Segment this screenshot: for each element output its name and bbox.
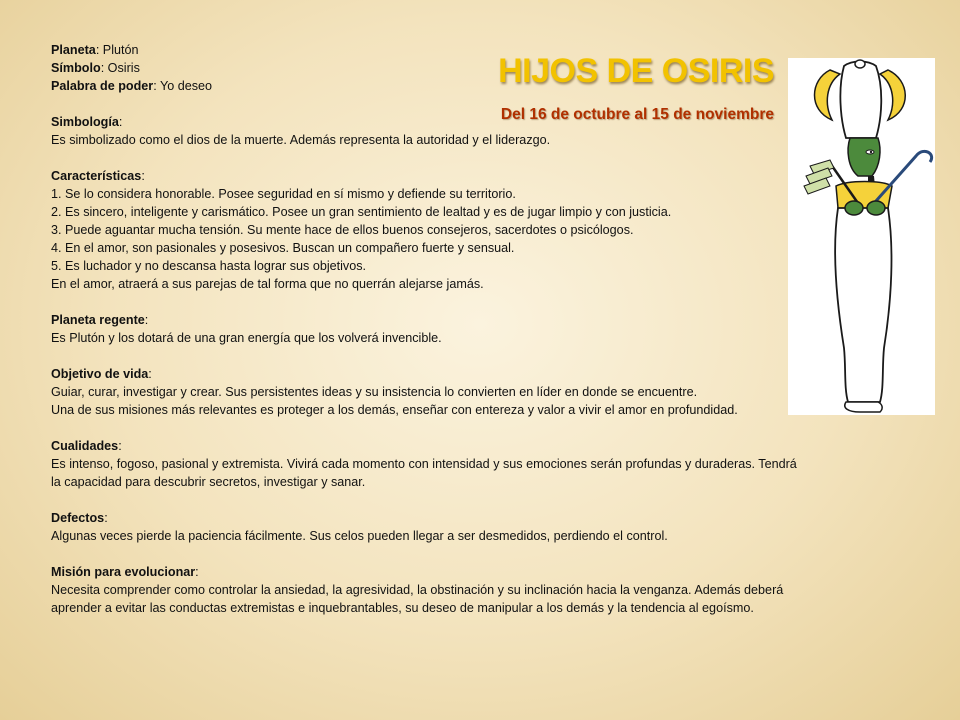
- info-simbolo: Símbolo: Osiris: [51, 61, 140, 75]
- section-heading-caracteristicas: Características:: [51, 169, 145, 183]
- section-text: Necesita comprender como controlar la ansiedad, la agresividad, la obstinación y su inclinación hacia la venganza. Además deberá: [51, 583, 784, 597]
- section-text: En el amor, atraerá a sus parejas de tal forma que no querrán alejarse jamás.: [51, 277, 484, 291]
- section-text: Es simbolizado como el dios de la muerte. Además representa la autoridad y el liderazgo.: [51, 133, 551, 147]
- section-text: 1. Se lo considera honorable. Posee seguridad en sí mismo y defiende su territorio.: [51, 187, 516, 201]
- info-value: Osiris: [104, 61, 140, 75]
- section-text: la capacidad para descubrir secretos, investigar y sanar.: [51, 475, 366, 489]
- section-text: Es Plutón y los dotará de una gran energía que los volverá invencible.: [51, 331, 442, 345]
- section-text: 5. Es luchador y no descansa hasta lograr sus objetivos.: [51, 259, 367, 273]
- info-palabra: Palabra de poder: Yo deseo: [51, 79, 213, 93]
- section-heading-simbologia: Simbología:: [51, 115, 123, 129]
- slide-subtitle: Del 16 de octubre al 15 de noviembre: [500, 106, 774, 123]
- osiris-figure-icon: [788, 58, 935, 415]
- section-heading-objetivo: Objetivo de vida:: [51, 367, 152, 381]
- section-text: Guiar, curar, investigar y crear. Sus persistentes ideas y su insistencia lo convierten en líder en donde se encuentre.: [51, 385, 698, 399]
- info-label: Símbolo: [51, 61, 101, 75]
- info-planeta: Planeta: Plutón: [51, 43, 139, 57]
- section-heading-cualidades: Cualidades:: [51, 439, 122, 453]
- section-text: 3. Puede aguantar mucha tensión. Su mente hace de ellos buenos consejeros, sacerdotes o psicólogos.: [51, 223, 634, 237]
- info-value: Yo deseo: [156, 79, 213, 93]
- info-label: Palabra de poder: [51, 79, 154, 93]
- section-text: Es intenso, fogoso, pasional y extremista. Vivirá cada momento con intensidad y sus emociones serán profundas y duraderas. Tendrá: [51, 457, 797, 471]
- info-value: Plutón: [99, 43, 139, 57]
- section-heading-mision: Misión para evolucionar:: [51, 565, 199, 579]
- section-heading-planeta-regente: Planeta regente:: [51, 313, 149, 327]
- info-label: Planeta: [51, 43, 96, 57]
- section-heading-defectos: Defectos:: [51, 511, 108, 525]
- section-text: Algunas veces pierde la paciencia fácilmente. Sus celos pueden llegar a ser desmedidos, perdiendo el control.: [51, 529, 668, 543]
- section-text: 2. Es sincero, inteligente y carismático. Posee un gran sentimiento de lealtad y es de jugar limpio y con justicia.: [51, 205, 672, 219]
- slide-title: HIJOS DE OSIRIS: [498, 52, 774, 90]
- section-text: aprender a evitar las conductas extremistas e inquebrantables, su deseo de manipular a los demás y la tendencia al egoísmo.: [51, 601, 754, 615]
- section-text: 4. En el amor, son pasionales y posesivos. Buscan un compañero fuerte y sensual.: [51, 241, 515, 255]
- section-text: Una de sus misiones más relevantes es proteger a los demás, enseñar con entereza y valor a vivir el amor en profundidad.: [51, 403, 738, 417]
